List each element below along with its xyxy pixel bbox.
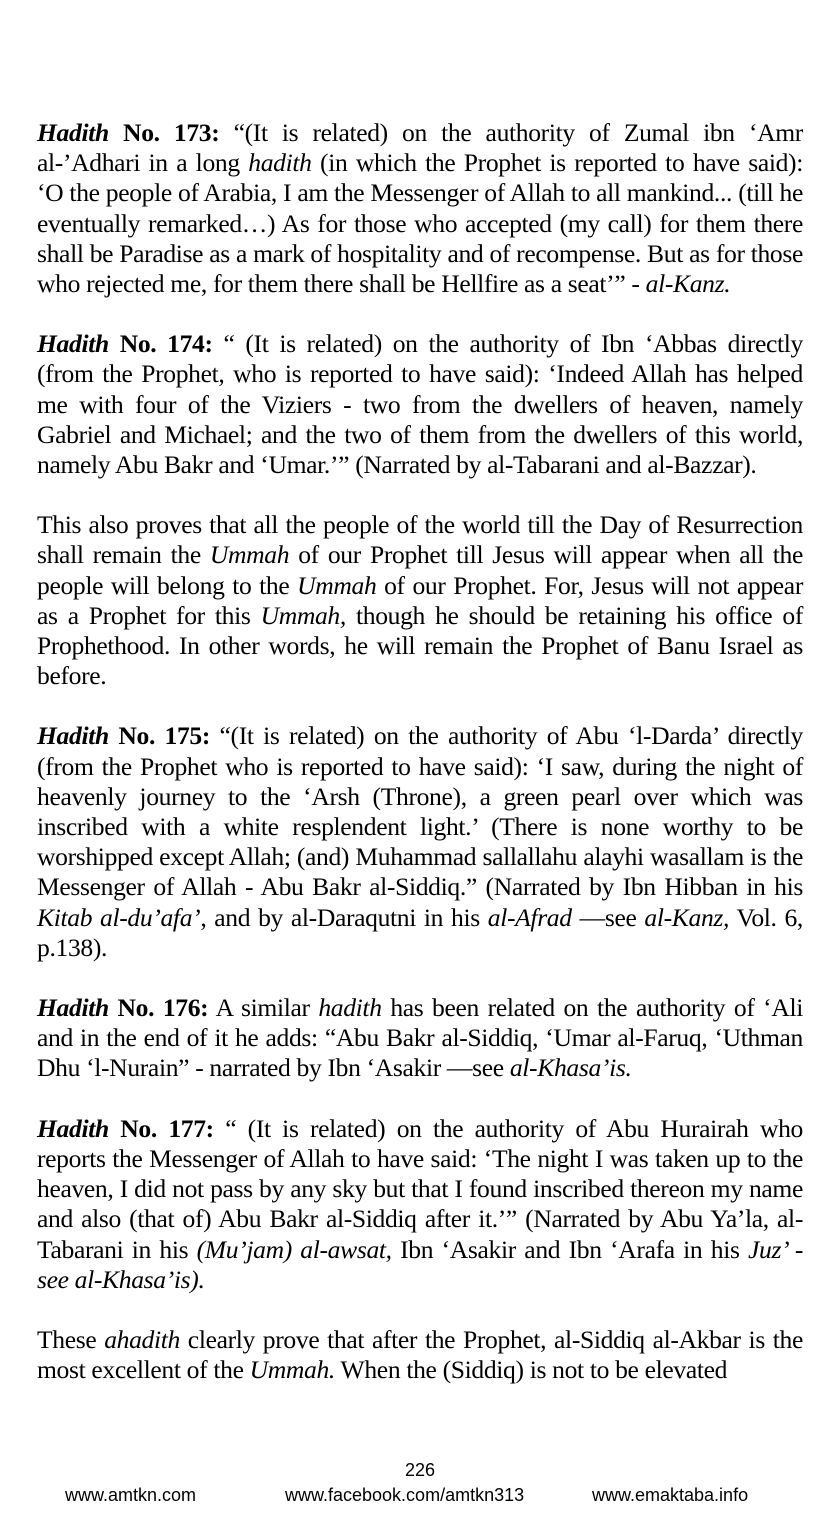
hadith-175-text [37, 721, 803, 961]
italic-term: hadith [318, 993, 382, 1023]
hadith-word: Hadith [37, 329, 109, 359]
hadith-177-paragraph [37, 1114, 803, 1295]
italic-term: Kitab al-du’afa’ [37, 902, 201, 932]
text-run: though he should be retaining his office of Prophethood. In other words, he will remain the Prophet of Banu Israel as before. [37, 600, 803, 691]
conclusion-paragraph [37, 1325, 803, 1385]
italic-term: al-Afrad [487, 902, 572, 932]
text-run: These [37, 1324, 105, 1354]
commentary-paragraph [37, 510, 803, 691]
hadith-word: Hadith [37, 1113, 109, 1143]
text-run: of our Prophet till Jesus will appear when all the people will belong to the [37, 540, 803, 600]
italic-term: Ummah [209, 540, 290, 570]
italic-term: ahadith [104, 1324, 180, 1354]
hadith-177-label [37, 1114, 214, 1143]
text-run: clearly prove that after the Prophet, al-Siddiq al-Akbar is the most excellent of the [37, 1324, 803, 1385]
italic-term: Ummah. [249, 1355, 335, 1385]
hadith-word: Hadith [37, 993, 109, 1023]
italic-term: al-Kanz. [645, 269, 731, 299]
text-run: “ (It is related) on the authority of Abu Hurairah who reports the Messenger of Allah to have said: ‘The night I was taken up to the heaven, I did not pass by any sky but that I found inscribed thereon my name and also (that of) Abu Bakr al-Siddiq after it.’” (Narrated by Abu Ya’la, al-Tabarani in his [37, 1113, 803, 1264]
text-run: , and by al-Daraqutni in his [200, 902, 488, 932]
italic-term: Juz’ - see al-Khasa’is). [37, 1234, 803, 1294]
footer-link-facebook[interactable]: www.facebook.com/amtkn313 [285, 1485, 525, 1505]
hadith-176-paragraph [37, 993, 803, 1084]
text-run: “ (It is related) on the authority of Ibn ‘Abbas directly (from the Prophet, who is reported to have said): ‘Indeed Allah has helped me with four of the Viziers - two from the dwellers of heaven, namely Gabriel and Michael; and the two of them from the dwellers of this world, namely Abu Bakr and ‘Umar.’” (Narrated by al-Tabarani and al-Bazzar). [37, 329, 803, 480]
hadith-174-label [37, 329, 213, 358]
text-run: A similar [208, 993, 319, 1023]
text-run: has been related on the authority of ‘Ali and in the end of it he adds: “Abu Bakr al-Siddiq, ‘Umar al-Faruq, ‘Uthman Dhu ‘l-Nurain” - narrated by Ibn ‘Asakir —see [37, 993, 803, 1083]
hadith-number: No. 174: [108, 329, 213, 359]
text-run: Vol. 6, p.138). [37, 902, 803, 962]
hadith-number: No. 177: [108, 1113, 214, 1143]
footer-link-emaktaba[interactable]: www.emaktaba.info [592, 1485, 749, 1505]
text-run: —see [571, 902, 645, 932]
hadith-175-label [37, 721, 210, 750]
page-number: 226 [404, 1460, 436, 1480]
hadith-173-paragraph [37, 118, 803, 299]
text-run: of our Prophet. For, Jesus will not appear as a Prophet for this [37, 570, 803, 630]
hadith-175-paragraph [37, 721, 803, 963]
hadith-word: Hadith [37, 118, 109, 147]
hadith-176-label [37, 993, 208, 1022]
italic-term: al-Khasa’is. [509, 1053, 632, 1083]
hadith-number: No. 176: [108, 993, 209, 1023]
italic-term: Ummah, [260, 600, 346, 630]
italic-term: hadith [248, 148, 312, 178]
text-run: When the (Siddiq) is not to be elevated [334, 1355, 728, 1385]
italic-term: (Mu’jam) al-awsat, [196, 1234, 392, 1264]
italic-term: Ummah [297, 570, 377, 600]
text-run: This also proves that all the people of the world till the Day of Resurrection shall remain the [37, 510, 803, 570]
page-body [37, 118, 803, 1385]
hadith-173-label [37, 118, 219, 147]
hadith-number: No. 173: [108, 118, 220, 147]
text-run: (in which the Prophet is reported to have said): ‘O the people of Arabia, I am the Messenger of Allah to all mankind... (till he eventually remarked…) As for those who accepted (my call) for them there shall be Paradise as a mark of hospitality and of recompense. But as for those who rejected me, for them there shall be Hellfire as a seat’” - [37, 148, 803, 299]
text-run: Ibn ‘Asakir and Ibn ‘Arafa in his [391, 1234, 749, 1264]
hadith-word: Hadith [37, 721, 109, 751]
text-run: “(It is related) on the authority of Zumal ibn ‘Amr al-’Adhari in a long [37, 118, 803, 178]
text-run: “(It is related) on the authority of Abu ‘l-Darda’ directly (from the Prophet who is reported to have said): ‘I saw, during the night of heavenly journey to the ‘Arsh (Throne), a green pearl over which was inscribed with a white resplendent light.’ (There is none worthy to be worshipped except Allah; (and) Muhammad sallallahu alayhi wasallam is the Messenger of Allah - Abu Bakr al-Siddiq.” (Narrated by Ibn Hibban in his [37, 721, 803, 902]
footer-link-amtkn[interactable]: www.amtkn.com [65, 1485, 197, 1505]
italic-term: al-Kanz, [644, 902, 730, 932]
commentary-text [37, 510, 803, 690]
hadith-174-paragraph [37, 329, 803, 480]
conclusion-text [37, 1325, 803, 1384]
hadith-number: No. 175: [108, 721, 211, 751]
